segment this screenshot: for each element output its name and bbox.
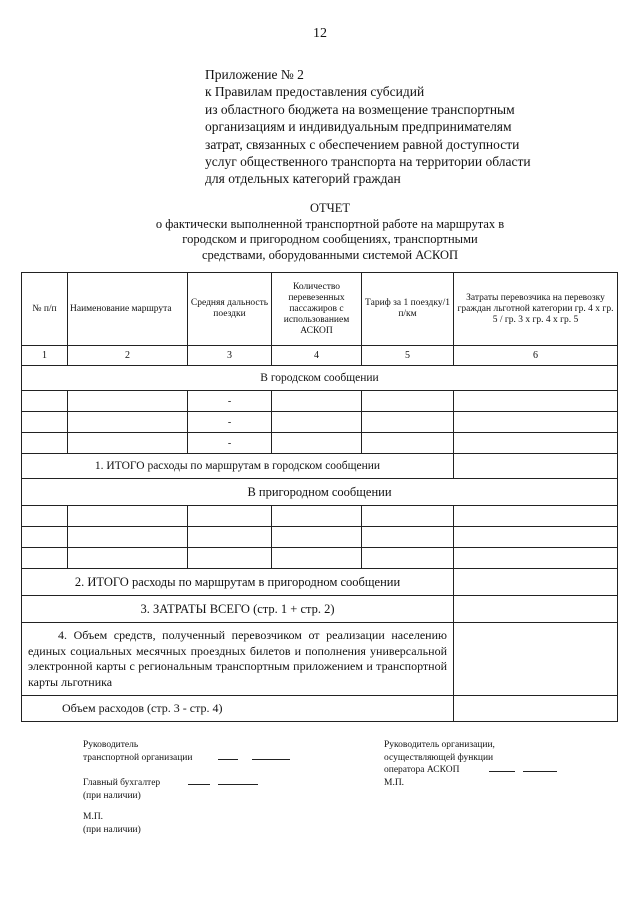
city-section-row <box>22 366 618 391</box>
annex-line: затрат, связанных с обеспечением равной доступности <box>205 136 520 152</box>
header-cell: Количество перевезенных пассажиров с использованием АСКОП <box>272 273 362 346</box>
annex-line: из областного бюджета на возмещение транспортным <box>205 101 515 117</box>
annex-line: для отдельных категорий граждан <box>205 171 401 187</box>
city-total-label: 1. ИТОГО расходы по маршрутам в городском сообщении <box>22 454 454 479</box>
table-row <box>22 391 618 412</box>
column-number: 5 <box>362 346 454 366</box>
dash-cell: - <box>188 433 272 454</box>
city-section-label: В городском сообщении <box>22 366 618 391</box>
total-costs-row <box>22 596 618 623</box>
column-number: 3 <box>188 346 272 366</box>
column-number: 2 <box>68 346 188 366</box>
suburban-total-row <box>22 569 618 596</box>
table-header-row <box>22 273 618 346</box>
annex-block <box>205 66 605 188</box>
suburban-section-label: В пригородном сообщении <box>22 479 618 506</box>
table-row <box>22 527 618 548</box>
signature-line <box>523 770 557 772</box>
funds-note-row <box>22 623 618 696</box>
signature-line <box>252 758 290 760</box>
funds-note-label: 4. Объем средств, полученный перевозчиком от реализации населению единых социальных месячных проездных билетов и пополнения универсальной электронной карты с региональным транспортным приложением и транспортной карты льготника <box>22 623 454 696</box>
report-title: ОТЧЕТ <box>309 201 351 215</box>
expenses-label: Объем расходов (стр. 3 - стр. 4) <box>22 696 454 722</box>
dash-cell: - <box>188 412 272 433</box>
accountant-signature: Главный бухгалтер (при наличии) <box>83 777 258 802</box>
stamp-block: М.П. (при наличии) <box>83 812 141 835</box>
city-total-row <box>22 454 618 479</box>
head-signature: Руководитель транспортной организации <box>83 739 290 764</box>
annex-line: услуг общественного транспорта на территории области <box>205 154 531 170</box>
report-subtitle-line: о фактически выполненной транспортной работе на маршрутах в <box>155 216 505 231</box>
dash-cell: - <box>188 391 272 412</box>
report-table <box>21 272 618 722</box>
signature-line <box>218 783 258 785</box>
expenses-row <box>22 696 618 722</box>
annex-line: к Правилам предоставления субсидий <box>205 84 425 100</box>
annex-line: организациям и индивидуальным предпринимателям <box>205 119 512 135</box>
total-costs-label: 3. ЗАТРАТЫ ВСЕГО (стр. 1 + стр. 2) <box>22 596 454 623</box>
annex-title: Приложение № 2 <box>205 67 304 82</box>
operator-signature: Руководитель организации, осуществляющей функции оператора АСКОП М.П. <box>384 739 557 789</box>
table-row <box>22 433 618 454</box>
signature-line <box>218 758 238 760</box>
table-row <box>22 412 618 433</box>
column-number: 1 <box>22 346 68 366</box>
table-row <box>22 506 618 527</box>
header-cell: Наименование маршрута <box>68 273 188 346</box>
signature-line <box>188 783 210 785</box>
header-cell: № п/п <box>22 273 68 346</box>
column-number: 4 <box>272 346 362 366</box>
header-cell: Средняя дальность поездки <box>188 273 272 346</box>
column-number: 6 <box>454 346 618 366</box>
suburban-total-label: 2. ИТОГО расходы по маршрутам в пригородном сообщении <box>22 569 454 596</box>
header-cell: Затраты перевозчика на перевозку граждан льготной категории гр. 4 х гр. 5 / гр. 3 х гр. 4 х гр. 5 <box>454 273 618 346</box>
page-number: 12 <box>313 26 327 41</box>
signature-line <box>489 770 515 772</box>
header-cell: Тариф за 1 поездку/1 п/км <box>362 273 454 346</box>
report-heading <box>20 201 640 263</box>
column-number-row <box>22 346 618 366</box>
report-subtitle-line: городском и пригородном сообщениях, транспортными <box>182 232 478 246</box>
report-subtitle-line: средствами, оборудованными системой АСКОП <box>201 247 459 262</box>
suburban-section-row <box>22 479 618 506</box>
table-row <box>22 548 618 569</box>
